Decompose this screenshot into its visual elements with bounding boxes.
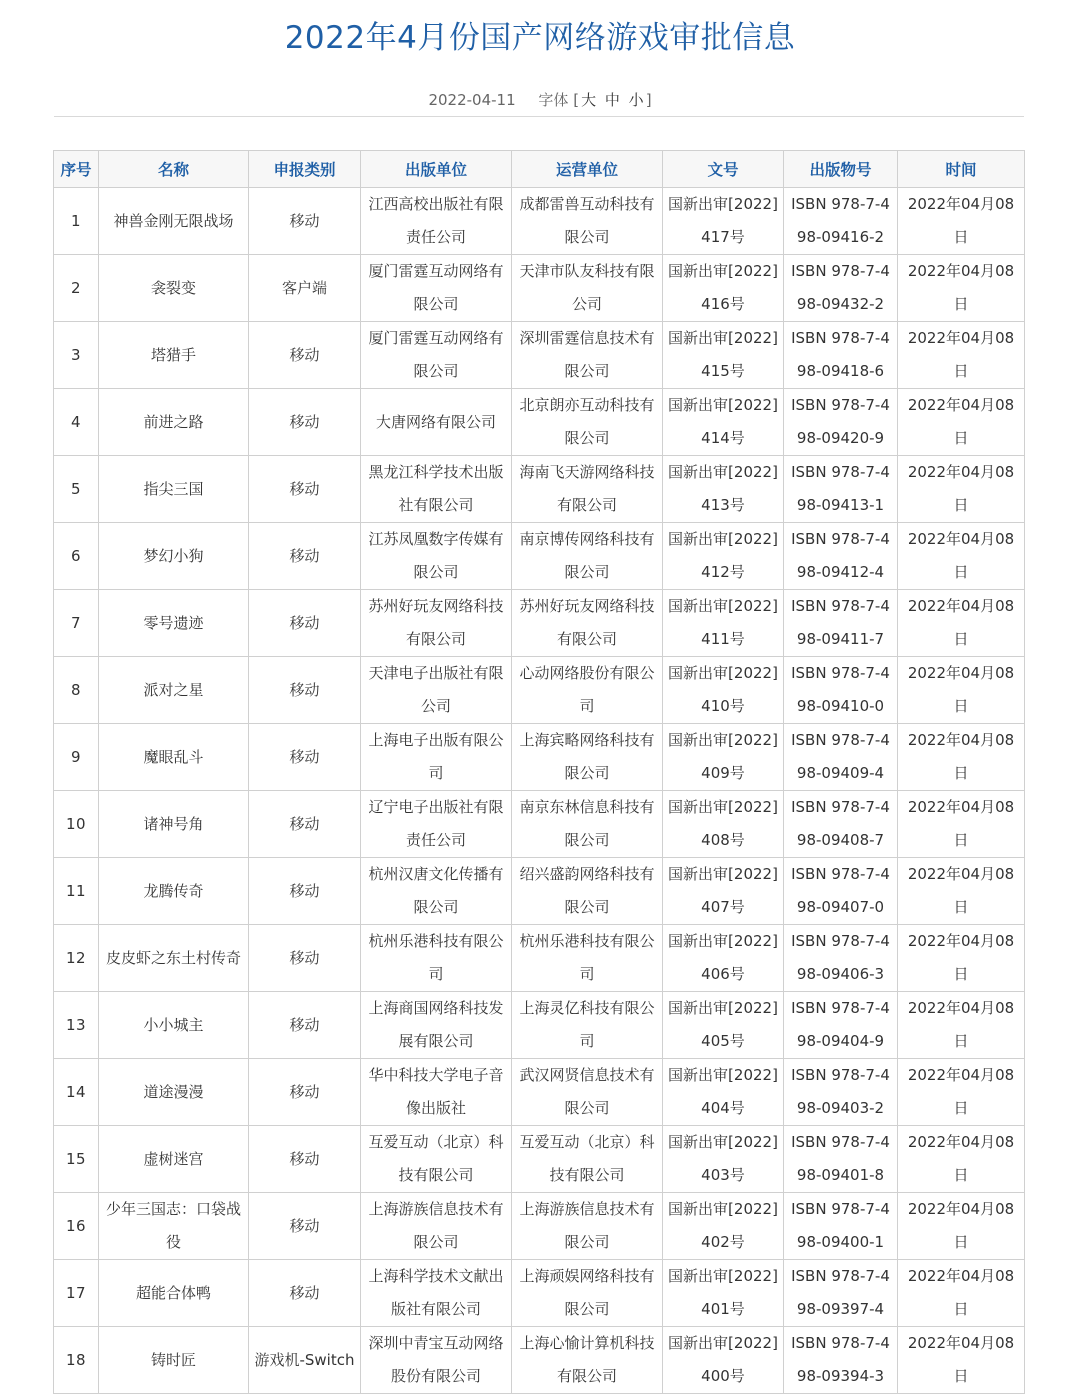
table-row [54,1260,1025,1327]
cell-operator: 深圳雷霆信息技术有限公司 [512,322,663,389]
cell-index: 4 [54,389,99,456]
cell-date: 2022年04月08日 [898,724,1025,791]
table-row [54,657,1025,724]
table-row [54,322,1025,389]
cell-category: 移动 [249,1260,361,1327]
cell-approval-number: 国新出审[2022]415号 [663,322,784,389]
cell-publisher: 上海电子出版有限公司 [361,724,512,791]
cell-date: 2022年04月08日 [898,590,1025,657]
cell-category: 移动 [249,456,361,523]
cell-isbn: ISBN 978-7-498-09408-7 [784,791,898,858]
cell-publisher: 厦门雷霆互动网络有限公司 [361,322,512,389]
cell-game-name: 梦幻小狗 [99,523,249,590]
table-row [54,992,1025,1059]
cell-game-name: 少年三国志：口袋战役 [99,1193,249,1260]
cell-category: 移动 [249,1059,361,1126]
cell-approval-number: 国新出审[2022]410号 [663,657,784,724]
cell-isbn: ISBN 978-7-498-09416-2 [784,188,898,255]
cell-game-name: 虚树迷宫 [99,1126,249,1193]
cell-date: 2022年04月08日 [898,1126,1025,1193]
header-publisher: 出版单位 [361,151,512,188]
table-row [54,456,1025,523]
cell-game-name: 魔眼乱斗 [99,724,249,791]
cell-index: 14 [54,1059,99,1126]
cell-index: 9 [54,724,99,791]
cell-operator: 互爱互动（北京）科技有限公司 [512,1126,663,1193]
table-header-row [54,151,1025,188]
cell-category: 移动 [249,1126,361,1193]
cell-isbn: ISBN 978-7-498-09406-3 [784,925,898,992]
cell-game-name: 铸时匠 [99,1327,249,1394]
cell-publisher: 辽宁电子出版社有限责任公司 [361,791,512,858]
cell-publisher: 深圳中青宝互动网络股份有限公司 [361,1327,512,1394]
table-row [54,523,1025,590]
cell-publisher: 上海游族信息技术有限公司 [361,1193,512,1260]
cell-date: 2022年04月08日 [898,1059,1025,1126]
cell-date: 2022年04月08日 [898,255,1025,322]
cell-index: 15 [54,1126,99,1193]
cell-isbn: ISBN 978-7-498-09401-8 [784,1126,898,1193]
table-row [54,1059,1025,1126]
cell-approval-number: 国新出审[2022]411号 [663,590,784,657]
cell-operator: 海南飞天游网络科技有限公司 [512,456,663,523]
table-body [54,188,1025,1394]
font-size-bracket-open: [ [573,91,580,109]
cell-date: 2022年04月08日 [898,389,1025,456]
table-row [54,188,1025,255]
cell-game-name: 零号遗迹 [99,590,249,657]
cell-date: 2022年04月08日 [898,925,1025,992]
cell-isbn: ISBN 978-7-498-09411-7 [784,590,898,657]
font-size-large-link[interactable]: 大 [581,91,597,109]
cell-publisher: 华中科技大学电子音像出版社 [361,1059,512,1126]
cell-approval-number: 国新出审[2022]400号 [663,1327,784,1394]
cell-approval-number: 国新出审[2022]408号 [663,791,784,858]
font-size-bracket-close: ] [645,91,652,109]
cell-approval-number: 国新出审[2022]407号 [663,858,784,925]
cell-date: 2022年04月08日 [898,1260,1025,1327]
cell-date: 2022年04月08日 [898,992,1025,1059]
cell-category: 移动 [249,858,361,925]
header-date: 时间 [898,151,1025,188]
cell-game-name: 道途漫漫 [99,1059,249,1126]
cell-isbn: ISBN 978-7-498-09432-2 [784,255,898,322]
cell-date: 2022年04月08日 [898,456,1025,523]
cell-isbn: ISBN 978-7-498-09404-9 [784,992,898,1059]
cell-index: 3 [54,322,99,389]
cell-approval-number: 国新出审[2022]402号 [663,1193,784,1260]
header-name: 名称 [99,151,249,188]
cell-category: 移动 [249,657,361,724]
table-row [54,858,1025,925]
header-approval-number: 文号 [663,151,784,188]
cell-index: 16 [54,1193,99,1260]
cell-category: 移动 [249,188,361,255]
article-meta [0,88,1080,112]
table-row [54,1327,1025,1394]
cell-index: 13 [54,992,99,1059]
cell-approval-number: 国新出审[2022]416号 [663,255,784,322]
cell-game-name: 派对之星 [99,657,249,724]
cell-isbn: ISBN 978-7-498-09410-0 [784,657,898,724]
cell-date: 2022年04月08日 [898,657,1025,724]
cell-approval-number: 国新出审[2022]412号 [663,523,784,590]
cell-operator: 北京朗亦互动科技有限公司 [512,389,663,456]
cell-publisher: 厦门雷霆互动网络有限公司 [361,255,512,322]
cell-publisher: 天津电子出版社有限公司 [361,657,512,724]
cell-operator: 南京东林信息科技有限公司 [512,791,663,858]
cell-category: 游戏机-Switch [249,1327,361,1394]
cell-publisher: 上海科学技术文献出版社有限公司 [361,1260,512,1327]
cell-publisher: 杭州汉唐文化传播有限公司 [361,858,512,925]
cell-operator: 上海心愉计算机科技有限公司 [512,1327,663,1394]
cell-publisher: 上海商国网络科技发展有限公司 [361,992,512,1059]
table-row [54,590,1025,657]
header-index: 序号 [54,151,99,188]
cell-game-name: 诸神号角 [99,791,249,858]
cell-publisher: 大唐网络有限公司 [361,389,512,456]
cell-approval-number: 国新出审[2022]405号 [663,992,784,1059]
cell-date: 2022年04月08日 [898,1193,1025,1260]
table-row [54,724,1025,791]
cell-operator: 南京博传网络科技有限公司 [512,523,663,590]
cell-game-name: 龙腾传奇 [99,858,249,925]
cell-category: 移动 [249,590,361,657]
cell-operator: 武汉网贤信息技术有限公司 [512,1059,663,1126]
cell-date: 2022年04月08日 [898,523,1025,590]
cell-game-name: 神兽金刚无限战场 [99,188,249,255]
font-size-label: 字体 [538,91,569,109]
cell-isbn: ISBN 978-7-498-09394-3 [784,1327,898,1394]
cell-category: 客户端 [249,255,361,322]
cell-publisher: 黑龙江科学技术出版社有限公司 [361,456,512,523]
cell-index: 17 [54,1260,99,1327]
cell-index: 6 [54,523,99,590]
cell-publisher: 江西高校出版社有限责任公司 [361,188,512,255]
table-row [54,791,1025,858]
cell-operator: 苏州好玩友网络科技有限公司 [512,590,663,657]
cell-approval-number: 国新出审[2022]409号 [663,724,784,791]
cell-approval-number: 国新出审[2022]404号 [663,1059,784,1126]
cell-index: 10 [54,791,99,858]
cell-date: 2022年04月08日 [898,858,1025,925]
cell-approval-number: 国新出审[2022]413号 [663,456,784,523]
cell-category: 移动 [249,322,361,389]
cell-operator: 成都雷兽互动科技有限公司 [512,188,663,255]
cell-operator: 杭州乐港科技有限公司 [512,925,663,992]
cell-game-name: 衾裂变 [99,255,249,322]
cell-game-name: 皮皮虾之东土村传奇 [99,925,249,992]
cell-category: 移动 [249,389,361,456]
cell-operator: 天津市队友科技有限公司 [512,255,663,322]
cell-approval-number: 国新出审[2022]406号 [663,925,784,992]
font-size-small-link[interactable]: 小 [628,91,644,109]
cell-game-name: 超能合体鸭 [99,1260,249,1327]
cell-operator: 上海宾略网络科技有限公司 [512,724,663,791]
table-row [54,925,1025,992]
header-isbn: 出版物号 [784,151,898,188]
cell-publisher: 江苏凤凰数字传媒有限公司 [361,523,512,590]
cell-date: 2022年04月08日 [898,188,1025,255]
cell-isbn: ISBN 978-7-498-09400-1 [784,1193,898,1260]
game-approval-table [53,150,1025,1394]
cell-category: 移动 [249,791,361,858]
cell-game-name: 指尖三国 [99,456,249,523]
cell-index: 12 [54,925,99,992]
cell-isbn: ISBN 978-7-498-09397-4 [784,1260,898,1327]
cell-publisher: 杭州乐港科技有限公司 [361,925,512,992]
cell-isbn: ISBN 978-7-498-09412-4 [784,523,898,590]
cell-isbn: ISBN 978-7-498-09403-2 [784,1059,898,1126]
cell-index: 2 [54,255,99,322]
cell-operator: 绍兴盛韵网络科技有限公司 [512,858,663,925]
cell-date: 2022年04月08日 [898,1327,1025,1394]
cell-category: 移动 [249,724,361,791]
cell-category: 移动 [249,1193,361,1260]
table-row [54,389,1025,456]
cell-index: 7 [54,590,99,657]
cell-operator: 心动网络股份有限公司 [512,657,663,724]
cell-isbn: ISBN 978-7-498-09409-4 [784,724,898,791]
cell-approval-number: 国新出审[2022]417号 [663,188,784,255]
cell-approval-number: 国新出审[2022]401号 [663,1260,784,1327]
cell-game-name: 小小城主 [99,992,249,1059]
cell-category: 移动 [249,992,361,1059]
cell-game-name: 塔猎手 [99,322,249,389]
cell-category: 移动 [249,925,361,992]
cell-publisher: 互爱互动（北京）科技有限公司 [361,1126,512,1193]
publish-date: 2022-04-11 [428,91,516,109]
font-size-medium-link[interactable]: 中 [604,91,620,109]
cell-approval-number: 国新出审[2022]403号 [663,1126,784,1193]
header-operator: 运营单位 [512,151,663,188]
cell-approval-number: 国新出审[2022]414号 [663,389,784,456]
cell-publisher: 苏州好玩友网络科技有限公司 [361,590,512,657]
page-title: 2022年4月份国产网络游戏审批信息 [284,20,796,56]
cell-index: 11 [54,858,99,925]
cell-index: 8 [54,657,99,724]
table-row [54,255,1025,322]
cell-index: 1 [54,188,99,255]
title-divider [54,116,1024,117]
cell-index: 18 [54,1327,99,1394]
cell-index: 5 [54,456,99,523]
cell-isbn: ISBN 978-7-498-09407-0 [784,858,898,925]
table-row [54,1126,1025,1193]
cell-operator: 上海顽娱网络科技有限公司 [512,1260,663,1327]
table-row [54,1193,1025,1260]
header-category: 申报类别 [249,151,361,188]
cell-isbn: ISBN 978-7-498-09413-1 [784,456,898,523]
cell-isbn: ISBN 978-7-498-09418-6 [784,322,898,389]
cell-game-name: 前进之路 [99,389,249,456]
cell-isbn: ISBN 978-7-498-09420-9 [784,389,898,456]
cell-operator: 上海游族信息技术有限公司 [512,1193,663,1260]
cell-date: 2022年04月08日 [898,322,1025,389]
cell-category: 移动 [249,523,361,590]
cell-operator: 上海灵亿科技有限公司 [512,992,663,1059]
cell-date: 2022年04月08日 [898,791,1025,858]
